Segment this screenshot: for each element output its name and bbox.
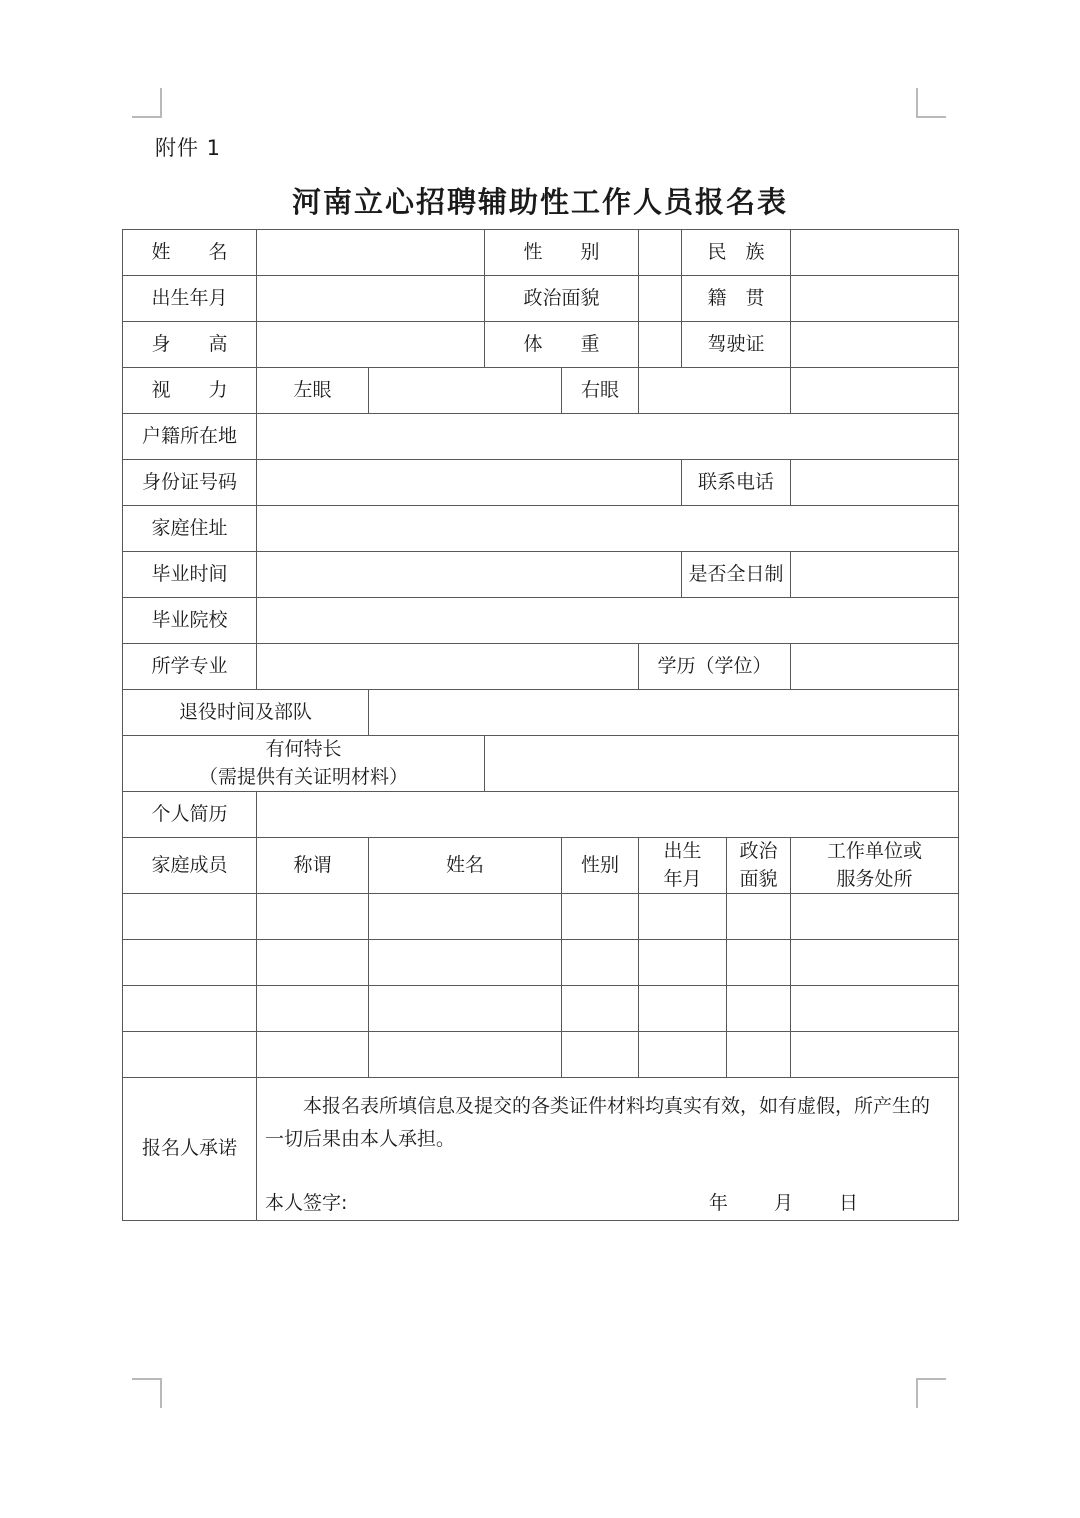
page-title: 河南立心招聘辅助性工作人员报名表 bbox=[291, 185, 788, 219]
family-cell-birth[interactable] bbox=[639, 940, 727, 986]
family-cell-name[interactable] bbox=[369, 1032, 562, 1078]
field-education-degree[interactable] bbox=[791, 644, 959, 690]
field-id-number[interactable] bbox=[257, 460, 682, 506]
family-cell-name[interactable] bbox=[369, 986, 562, 1032]
family-table-row bbox=[123, 1032, 959, 1078]
family-cell-gender[interactable] bbox=[562, 986, 639, 1032]
field-personal-resume[interactable] bbox=[257, 792, 959, 838]
label-weight: 体 重 bbox=[485, 322, 639, 368]
family-header-birth-line1: 出生 bbox=[663, 840, 702, 863]
family-header-birth bbox=[639, 838, 727, 894]
label-education-degree: 学历（学位） bbox=[639, 644, 791, 690]
family-header-work-line1: 工作单位或 bbox=[827, 840, 923, 863]
family-cell-name[interactable] bbox=[369, 894, 562, 940]
form-row-major bbox=[123, 644, 959, 690]
family-cell-member[interactable] bbox=[123, 1032, 257, 1078]
label-retire-time-unit: 退役时间及部队 bbox=[123, 690, 369, 736]
form-row-name bbox=[123, 230, 959, 276]
date-year-label: 年 bbox=[708, 1191, 728, 1214]
form-row-eyesight bbox=[123, 368, 959, 414]
date-day-label: 日 bbox=[839, 1191, 859, 1214]
field-political-status[interactable] bbox=[639, 276, 682, 322]
field-graduation-date[interactable] bbox=[257, 552, 682, 598]
family-cell-relation[interactable] bbox=[257, 940, 369, 986]
signature-line bbox=[265, 1187, 948, 1220]
family-header-gender: 性别 bbox=[562, 838, 639, 894]
form-row-height bbox=[123, 322, 959, 368]
form-row-retire bbox=[123, 690, 959, 736]
label-ethnicity: 民 族 bbox=[682, 230, 791, 276]
promise-text: 本报名表所填信息及提交的各类证件材料均真实有效，如有虚假，所产生的一切后果由本人承担。 bbox=[265, 1095, 931, 1151]
field-specialty[interactable] bbox=[485, 736, 959, 792]
field-graduation-school[interactable] bbox=[257, 598, 959, 644]
crop-mark-top-left bbox=[132, 88, 162, 118]
field-full-time[interactable] bbox=[791, 552, 959, 598]
form-row-household bbox=[123, 414, 959, 460]
form-row-resume bbox=[123, 792, 959, 838]
field-birth-date[interactable] bbox=[257, 276, 485, 322]
field-name[interactable] bbox=[257, 230, 485, 276]
crop-mark-bottom-left bbox=[132, 1378, 162, 1408]
label-full-time: 是否全日制 bbox=[682, 552, 791, 598]
field-native-place[interactable] bbox=[791, 276, 959, 322]
label-birth-date: 出生年月 bbox=[123, 276, 257, 322]
label-phone: 联系电话 bbox=[682, 460, 791, 506]
date-month-label: 月 bbox=[773, 1191, 793, 1214]
label-left-eye: 左眼 bbox=[257, 368, 369, 414]
family-cell-political-status[interactable] bbox=[727, 894, 791, 940]
label-specialty bbox=[123, 736, 485, 792]
label-political-status: 政治面貌 bbox=[485, 276, 639, 322]
form-row-graduation-school bbox=[123, 598, 959, 644]
family-header-birth-line2: 年月 bbox=[663, 867, 702, 890]
label-id-number: 身份证号码 bbox=[123, 460, 257, 506]
field-gender[interactable] bbox=[639, 230, 682, 276]
family-cell-birth[interactable] bbox=[639, 894, 727, 940]
label-eyesight: 视 力 bbox=[123, 368, 257, 414]
field-weight[interactable] bbox=[639, 322, 682, 368]
family-table-header-row bbox=[123, 838, 959, 894]
promise-content-cell bbox=[257, 1078, 959, 1221]
family-table-row bbox=[123, 894, 959, 940]
label-major: 所学专业 bbox=[123, 644, 257, 690]
field-right-eye[interactable] bbox=[639, 368, 791, 414]
field-left-eye[interactable] bbox=[369, 368, 562, 414]
form-row-home-address bbox=[123, 506, 959, 552]
family-cell-relation[interactable] bbox=[257, 986, 369, 1032]
family-cell-work-unit[interactable] bbox=[791, 986, 959, 1032]
family-cell-name[interactable] bbox=[369, 940, 562, 986]
crop-mark-bottom-right bbox=[916, 1378, 946, 1408]
field-height[interactable] bbox=[257, 322, 485, 368]
crop-mark-top-right bbox=[916, 88, 946, 118]
label-graduation-date: 毕业时间 bbox=[123, 552, 257, 598]
family-cell-political-status[interactable] bbox=[727, 1032, 791, 1078]
field-ethnicity[interactable] bbox=[791, 230, 959, 276]
family-header-work-line2: 服务处所 bbox=[836, 867, 913, 890]
label-promise: 报名人承诺 bbox=[123, 1078, 257, 1221]
application-form bbox=[122, 229, 958, 1221]
label-personal-resume: 个人简历 bbox=[123, 792, 257, 838]
promise-body bbox=[257, 1078, 958, 1220]
family-cell-member[interactable] bbox=[123, 986, 257, 1032]
family-cell-birth[interactable] bbox=[639, 986, 727, 1032]
family-cell-gender[interactable] bbox=[562, 1032, 639, 1078]
form-table bbox=[122, 229, 959, 1221]
attachment-label: 附件 1 bbox=[155, 136, 222, 160]
family-cell-work-unit[interactable] bbox=[791, 894, 959, 940]
family-cell-birth[interactable] bbox=[639, 1032, 727, 1078]
form-row-graduation-date bbox=[123, 552, 959, 598]
label-driver-license: 驾驶证 bbox=[682, 322, 791, 368]
family-table-row bbox=[123, 986, 959, 1032]
signature-label[interactable]: 本人签字: bbox=[265, 1191, 348, 1214]
family-cell-work-unit[interactable] bbox=[791, 940, 959, 986]
family-cell-political-status[interactable] bbox=[727, 986, 791, 1032]
family-header-political-status: 政治面貌 bbox=[727, 838, 791, 894]
family-cell-member[interactable] bbox=[123, 894, 257, 940]
signature-date[interactable] bbox=[709, 1187, 858, 1220]
family-header-relation: 称谓 bbox=[257, 838, 369, 894]
label-home-address: 家庭住址 bbox=[123, 506, 257, 552]
label-name: 姓 名 bbox=[123, 230, 257, 276]
family-header-work-unit bbox=[791, 838, 959, 894]
family-cell-gender[interactable] bbox=[562, 940, 639, 986]
family-cell-political-status[interactable] bbox=[727, 940, 791, 986]
field-retire-time-unit[interactable] bbox=[369, 690, 959, 736]
label-family-members: 家庭成员 bbox=[123, 838, 257, 894]
family-table-row bbox=[123, 940, 959, 986]
label-gender: 性 别 bbox=[485, 230, 639, 276]
form-row-specialty bbox=[123, 736, 959, 792]
family-cell-member[interactable] bbox=[123, 940, 257, 986]
field-driver-license[interactable] bbox=[791, 322, 959, 368]
label-graduation-school: 毕业院校 bbox=[123, 598, 257, 644]
form-row-promise bbox=[123, 1078, 959, 1221]
form-row-id bbox=[123, 460, 959, 506]
form-row-birth bbox=[123, 276, 959, 322]
label-height: 身 高 bbox=[123, 322, 257, 368]
label-right-eye: 右眼 bbox=[562, 368, 639, 414]
family-cell-relation[interactable] bbox=[257, 894, 369, 940]
family-header-name: 姓名 bbox=[369, 838, 562, 894]
field-home-address[interactable] bbox=[257, 506, 959, 552]
label-household-location: 户籍所在地 bbox=[123, 414, 257, 460]
label-specialty-line2: （需提供有关证明材料） bbox=[198, 765, 408, 788]
family-cell-relation[interactable] bbox=[257, 1032, 369, 1078]
label-specialty-line1: 有何特长 bbox=[265, 738, 342, 760]
field-phone[interactable] bbox=[791, 460, 959, 506]
field-major[interactable] bbox=[257, 644, 639, 690]
field-household-location[interactable] bbox=[257, 414, 959, 460]
family-cell-work-unit[interactable] bbox=[791, 1032, 959, 1078]
family-cell-gender[interactable] bbox=[562, 894, 639, 940]
label-native-place: 籍 贯 bbox=[682, 276, 791, 322]
